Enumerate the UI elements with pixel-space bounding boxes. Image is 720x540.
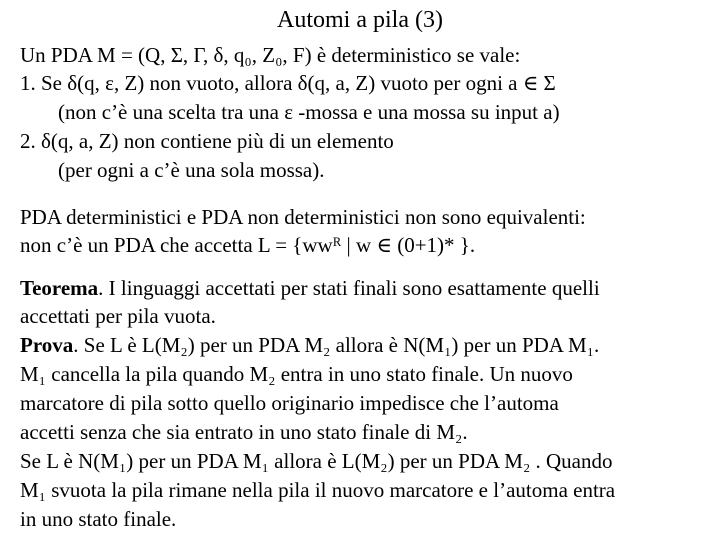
theorem-text: . I linguaggi accettati per stati finali sono esattamente quelli [98, 276, 600, 300]
proof-line-1 [20, 333, 599, 357]
equivalence-example: non c’è un PDA che accetta L = {wwᴿ | w ∈ (0+1)* }. [20, 233, 476, 257]
proof-text: . Se L è L(M₂) per un PDA M₂ allora è N(M₁) per un PDA M₁. [73, 333, 600, 357]
proof-line-6: M₁ svuota la pila rimane nella pila il nuovo marcatore e l’automa entra [20, 478, 616, 502]
slide-title: Automi a pila (3) [277, 7, 443, 33]
proof-line-3: marcatore di pila sotto quello originario impedisce che l’automa [20, 391, 559, 415]
proof-line-2: M₁ cancella la pila quando M₂ entra in uno stato finale. Un nuovo [20, 362, 573, 386]
equivalence-statement: PDA deterministici e PDA non deterministici non sono equivalenti: [20, 205, 586, 229]
pda-definition: Un PDA M = (Q, Σ, Γ, δ, q₀, Z₀, F) è deterministico se vale: [20, 43, 521, 67]
proof-line-4: accetti senza che sia entrato in uno stato finale di M₂. [20, 420, 468, 444]
condition-1: 1. Se δ(q, ε, Z) non vuoto, allora δ(q, a, Z) vuoto per ogni a ∈ Σ [20, 71, 556, 95]
proof-line-5: Se L è N(M₁) per un PDA M₁ allora è L(M₂) per un PDA M₂ . Quando [20, 449, 613, 473]
theorem-label: Teorema [20, 276, 99, 300]
condition-2-note: (per ogni a c’è una sola mossa). [58, 158, 325, 182]
theorem-line-2: accettati per pila vuota. [20, 304, 216, 328]
condition-2: 2. δ(q, a, Z) non contiene più di un elemento [20, 129, 394, 153]
proof-label: Prova [20, 333, 74, 357]
theorem-line-1 [20, 276, 600, 300]
proof-line-7: in uno stato finale. [20, 507, 177, 531]
condition-1-note: (non c’è una scelta tra una ε -mossa e una mossa su input a) [58, 100, 560, 124]
